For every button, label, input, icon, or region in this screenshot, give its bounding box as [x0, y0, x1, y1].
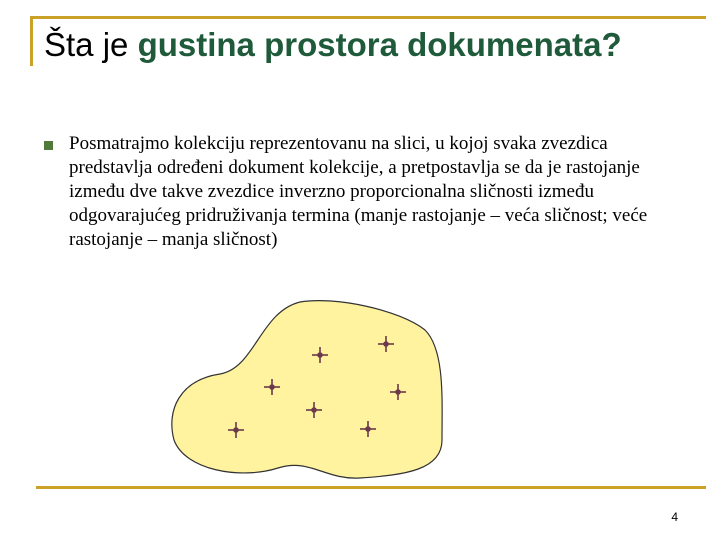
- title-plain: Šta je: [44, 26, 138, 63]
- bullet-text: Posmatrajmo kolekciju reprezentovanu na slici, u kojoj svaka zvezdica predstavlja određeni dokument kolekcije, a pretpostavlja se da je rastojanje između dve takve zvezdice inverzno proporcionalna sličnosti između odgovarajućeg pridruživanja termina (manje rastojanje – veća sličnost; veće rastojanje – manja sličnost): [69, 133, 648, 250]
- frame-top-rule: [30, 16, 706, 19]
- document-collection-blob: [172, 301, 442, 479]
- slide-title: [44, 24, 684, 66]
- page-number: 4: [671, 510, 678, 524]
- document-space-figure: [160, 290, 450, 490]
- frame-bottom-rule: [36, 486, 706, 489]
- title-bold: gustina prostora dokumenata?: [137, 26, 622, 63]
- bullet-marker: [44, 141, 53, 150]
- frame-left-rule: [30, 16, 33, 66]
